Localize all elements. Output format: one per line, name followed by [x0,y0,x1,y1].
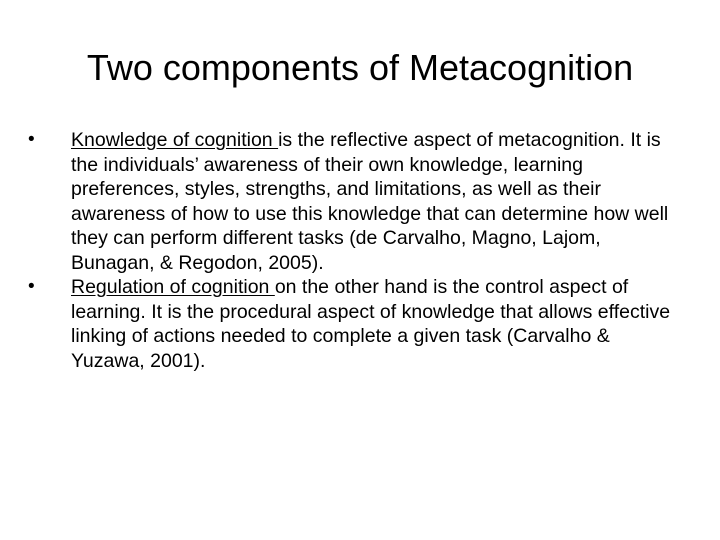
bullet-text: on the other hand is the control aspect of learning. It is the procedural aspect of knowledge that allows effective linking of actions needed to complete a given task (Carvalho & Yuzawa, 2001). [71,276,671,372]
bullet-term: Knowledge of cognition [71,129,279,151]
slide-title: Two components of Metacognition [86,47,634,88]
bullet-marker: • [28,129,35,150]
bullet-knowledge-of-cognition [28,128,688,275]
bullet-regulation-of-cognition [28,275,688,373]
bullet-text: is the reflective aspect of metacognition. It is the individuals’ awareness of their own knowledge, learning preferences, styles, strengths, and limitations, as well as their awareness of how to use this knowledge that can determine how well they can perform different tasks (de Carvalho, Magno, Lajom, Bunagan, & Regodon, 2005). [71,129,669,274]
bullet-marker: • [28,276,35,297]
bullet-term: Regulation of cognition [71,276,275,298]
bullet-list [28,128,688,373]
